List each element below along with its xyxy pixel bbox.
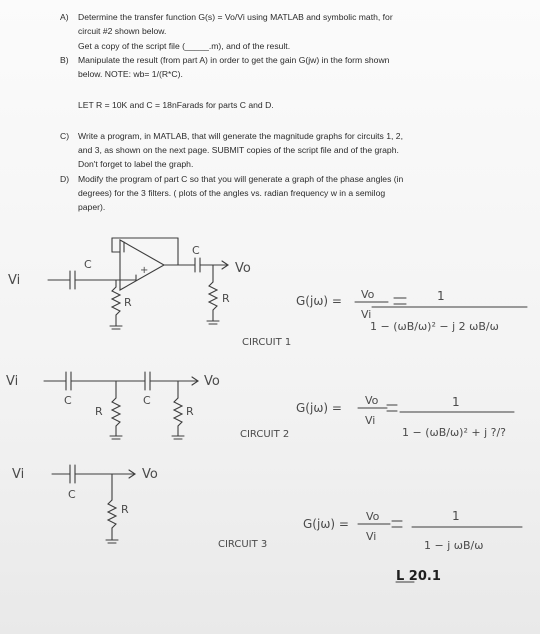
- part-d-label: D): [60, 174, 70, 184]
- circuit-1-vi: Vi: [8, 273, 21, 288]
- part-a-line-2: circuit #2 shown below.: [78, 26, 167, 36]
- part-b-label: B): [60, 55, 69, 65]
- circuit-3-c: C: [68, 488, 76, 501]
- eq2-vo: Vo: [365, 394, 379, 407]
- part-b-line-2: below. NOTE: wb= 1/(R*C).: [78, 69, 183, 79]
- circuit-1-vo: Vo: [235, 261, 251, 276]
- part-a-line-1: Determine the transfer function G(s) = Vo/Vi using MATLAB and symbolic math, for: [78, 12, 393, 22]
- part-c-line-1: Write a program, in MATLAB, that will generate the magnitude graphs for circuits 1, 2,: [78, 131, 403, 141]
- part-c-label: C): [60, 131, 70, 141]
- eq1-vi: Vi: [361, 308, 372, 321]
- part-c-line-3: Don't forget to label the graph.: [78, 159, 194, 169]
- eq2-vi: Vi: [365, 414, 376, 427]
- circuit-1-r-right: R: [222, 292, 230, 305]
- circuit-1-label: CIRCUIT 1: [242, 337, 292, 348]
- eq3-lhs: G(jω) =: [303, 517, 349, 531]
- circuit-2-r-2: R: [186, 405, 194, 418]
- part-d-line-1: Modify the program of part C so that you will generate a graph of the phase angles (in: [78, 174, 404, 184]
- circuit-2-vo: Vo: [204, 374, 220, 389]
- eq3-denominator: 1 − j ωB/ω: [424, 539, 484, 552]
- circuit-1-c-output: C: [192, 244, 200, 257]
- part-d-line-2: degrees) for the 3 filters. ( plots of the angles vs. radian frequency w in a semilog: [78, 188, 386, 198]
- circuit-3-vi: Vi: [12, 467, 25, 482]
- eq3-numerator: 1: [452, 509, 460, 523]
- eq3-vi: Vi: [366, 530, 377, 543]
- circuit-1-schematic: [48, 238, 228, 329]
- eq1-vo: Vo: [361, 288, 375, 301]
- circuit-2-label: CIRCUIT 2: [240, 429, 290, 440]
- circuit-2-c-2: C: [143, 394, 151, 407]
- circuit-2-c-1: C: [64, 394, 72, 407]
- eq1-lhs: G(jω) =: [296, 294, 342, 308]
- circuit-1-plus: +: [140, 265, 149, 276]
- eq2-numerator: 1: [452, 395, 460, 409]
- eq1-denominator: 1 − (ωB/ω)² − j 2 ωB/ω: [370, 320, 499, 333]
- eq2-lhs: G(jω) =: [296, 401, 342, 415]
- eq1-numerator: 1: [437, 289, 445, 303]
- eq3-vo: Vo: [366, 510, 380, 523]
- eq2-denominator: 1 − (ωB/ω)² + j ?/?: [402, 426, 507, 439]
- circuit-1-r-left: R: [124, 296, 132, 309]
- circuit-1-c-input: C: [84, 258, 92, 271]
- circuit-3-r: R: [121, 503, 129, 516]
- circuit-2-vi: Vi: [6, 374, 19, 389]
- part-c-line-2: and 3, as shown on the next page. SUBMIT copies of the script file and of the graph.: [78, 145, 399, 155]
- part-a-line-3: Get a copy of the script file (_____.m), and of the result.: [78, 41, 291, 51]
- part-b-line-1: Manipulate the result (from part A) in order to get the gain G(jw) in the form shown: [78, 55, 390, 65]
- circuit-3-vo: Vo: [142, 467, 158, 482]
- let-line: LET R = 10K and C = 18nFarads for parts C and D.: [78, 100, 274, 110]
- circuit-3-label: CIRCUIT 3: [218, 539, 268, 550]
- circuit-2-r-1: R: [95, 405, 103, 418]
- part-a-label: A): [60, 12, 69, 22]
- section-code: L 20.1: [396, 569, 441, 584]
- part-d-line-3: paper).: [78, 202, 106, 212]
